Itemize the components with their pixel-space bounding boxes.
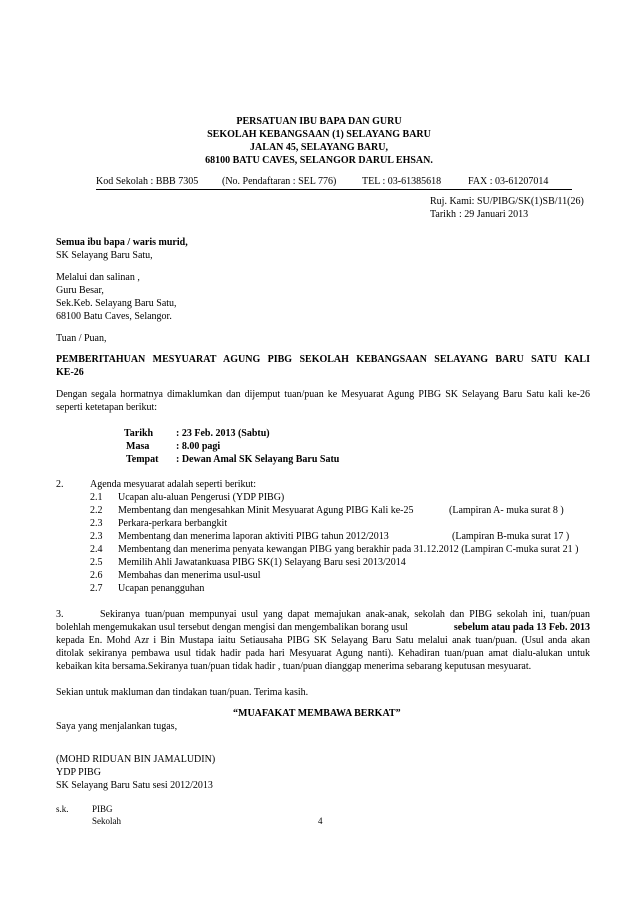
copy-to-line-4: 68100 Batu Caves, Selangor. [56,311,172,322]
para3-line-5: kebaikan kita bersama.Sekiranya tuan/puan tidak hadir , tuan/puan dianggap menerima sebarang keputusan mesyuarat. [56,661,532,672]
recipient-line-1: Semua ibu bapa / waris murid, [56,237,188,248]
agenda-item-no: 2.3 [90,518,103,529]
agenda-item-text: Ucapan alu-aluan Pengerusi (YDP PIBG) [118,492,285,503]
meeting-date-label: Tarikh [124,428,154,439]
agenda-item-no: 2.1 [90,492,103,503]
telephone: TEL : 03-61385618 [362,176,442,187]
intro-line-1: Dengan segala hormatnya dimaklumkan dan dijemput tuan/puan ke Mesyuarat Agung PIBG SK Selayang Baru Satu kali ke-26 [56,389,590,400]
agenda-item-note: (Lampiran A- muka surat 8 ) [449,505,564,516]
agenda-item-text: Ucapan penangguhan [118,583,205,594]
header-org-name: PERSATUAN IBU BAPA DAN GURU [236,116,402,127]
date-label: Tarikh [430,209,456,220]
header-divider [96,189,572,190]
agenda-item-no: 2.5 [90,557,103,568]
page-number: 4 [318,816,323,826]
cc-label: s.k. [56,804,69,814]
agenda-item-text: Membentang dan menerima laporan aktiviti PIBG tahun 2012/2013 [118,531,389,542]
agenda-item-text: Membentang dan mengesahkan Minit Mesyuarat Agung PIBG Kali ke-25 [118,505,414,516]
sign-intro: Saya yang menjalankan tugas, [56,721,178,732]
copy-to-line-2: Guru Besar, [56,285,104,296]
agenda-item-text: Memilih Ahli Jawatankuasa PIBG SK(1) Selayang Baru sesi 2013/2014 [118,557,406,568]
motto: “MUAFAKAT MEMBAWA BERKAT” [233,708,401,719]
para3-deadline: sebelum atau pada 13 Feb. 2013 [453,622,590,633]
cc-line-1: PIBG [92,804,113,814]
agenda-item-note: (Lampiran B-muka surat 17 ) [452,531,570,542]
recipient-line-2: SK Selayang Baru Satu, [56,250,153,261]
para3-line-2-text: bolehlah mengemukakan usul tersebut dengan mengisi dan mengembalikan borang usul [56,622,408,633]
registration-number: (No. Pendaftaran : SEL 776) [222,176,337,187]
agenda-item-no: 2.6 [90,570,103,581]
meeting-venue-label: Tempat [126,454,159,465]
para3-line-1: Sekiranya tuan/puan mempunyai usul yang dapat memajukan anak-anak, sekolah dan PIBG sekolah ini, tuan/puan [100,609,590,620]
fax: FAX : 03-61207014 [468,176,549,187]
header-street: JALAN 45, SELAYANG BARU, [250,142,388,153]
meeting-date-value: : 23 Feb. 2013 (Sabtu) [176,428,270,439]
agenda-title: Agenda mesyuarat adalah seperti berikut: [90,479,257,490]
para3-line-2 [56,622,590,634]
date-value: : 29 Januari 2013 [459,209,529,220]
agenda-item-text: Membentang dan menerima penyata kewangan PIBG yang berakhir pada 31.12.2012 (Lampiran C-muka surat 21 ) [118,544,579,555]
reference-number: Ruj. Kami: SU/PIBG/SK(1)SB/11(26) [430,196,584,207]
header-school-name: SEKOLAH KEBANGSAAN (1) SELAYANG BARU [207,129,431,140]
agenda-item-no: 2.3 [90,531,103,542]
copy-to-line-1: Melalui dan salinan , [56,272,140,283]
agenda-item-no: 2.7 [90,583,103,594]
agenda-item-text: Perkara-perkara berbangkit [118,518,228,529]
subject-line-2: KE-26 [56,367,84,378]
copy-to-line-3: Sek.Keb. Selayang Baru Satu, [56,298,177,309]
signatory-org: SK Selayang Baru Satu sesi 2012/2013 [56,780,213,791]
subject-line-1: PEMBERITAHUAN MESYUARAT AGUNG PIBG SEKOLAH KEBANGSAAN SELAYANG BARU SATU KALI [56,354,590,365]
salutation: Tuan / Puan, [56,333,107,344]
closing-line: Sekian untuk makluman dan tindakan tuan/puan. Terima kasih. [56,687,309,698]
meeting-venue-value: : Dewan Amal SK Selayang Baru Satu [176,454,340,465]
agenda-item-no: 2.2 [90,505,103,516]
intro-line-2: seperti ketetapan berikut: [56,402,158,413]
para3-line-3: kepada En. Mohd Azr i Bin Mustapa iaitu Setiausaha PIBG SK Selayang Baru Satu melalui anak tuan/puan. (Usul anda akan [56,635,590,646]
header-city: 68100 BATU CAVES, SELANGOR DARUL EHSAN. [205,155,433,166]
agenda-item-text: Membahas dan menerima usul-usul [118,570,261,581]
meeting-time-label: Masa [126,441,150,452]
school-code: Kod Sekolah : BBB 7305 [96,176,199,187]
para3-number: 3. [56,609,64,620]
meeting-time-value: : 8.00 pagi [176,441,221,452]
agenda-item-no: 2.4 [90,544,103,555]
para3-line-4: ditolak sekiranya pembawa usul tidak hadir pada hari Mesyuarat Agung nanti). Kehadiran tuan/puan amat dialu-alukan untuk [56,648,590,659]
cc-line-2: Sekolah [92,816,121,826]
agenda-number: 2. [56,479,64,490]
signatory-title: YDP PIBG [56,767,101,778]
signatory-name: (MOHD RIDUAN BIN JAMALUDIN) [56,754,216,765]
